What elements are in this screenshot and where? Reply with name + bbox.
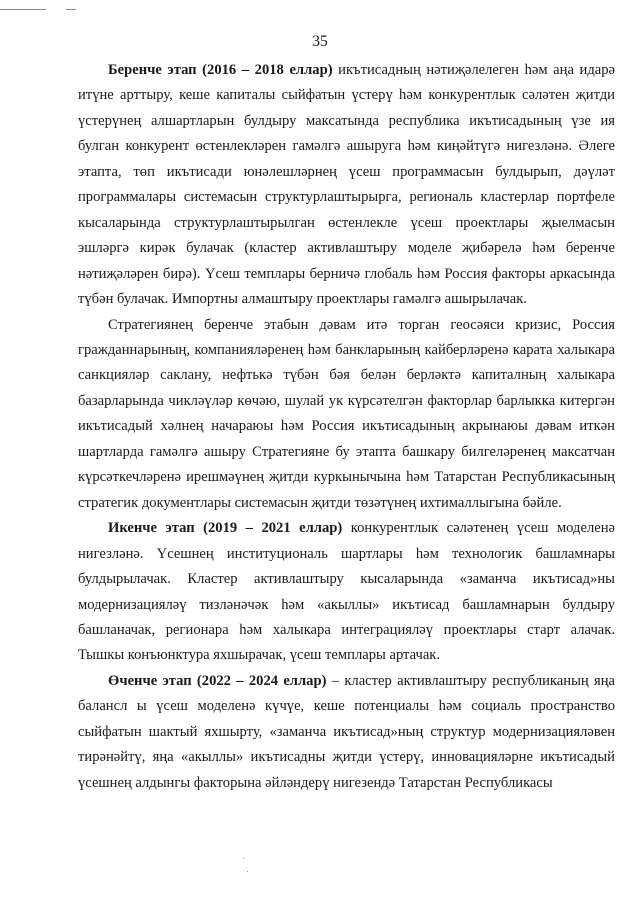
page-number: 35	[312, 33, 328, 50]
stage-two-text: конкурентлык сәләтенең үсеш моделенә нигезләнә. Үсешнең институциональ шартлары һәм технологик башламнары булдырылачак. Кластер активлаштыру кысаларында «заманча икътисад»ны модернизацияләү тизләнәчәк һәм «акыллы» икътисад башламнарын булдыру башланачак, регионара һәм халыкара интеграцияләү проектлары старт алачак. Тышкы конъюнктура яхшырачак, үсеш темплары артачак.	[78, 520, 615, 664]
paragraph-stage-three	[78, 669, 615, 796]
paragraph-stage-two	[78, 516, 615, 669]
stage-two-heading: Икенче этап (2019 – 2021 еллар)	[108, 520, 343, 537]
scan-speck	[243, 858, 244, 859]
scan-artifact-line	[0, 9, 46, 10]
stage-three-text: – кластер активлаштыру республиканың яңа балансл ы үсеш моделенә күчүе, кеше потенциалы һәм социаль пространство сыйфатын шактый яхшырту, «заманча икътисад»ның структур модернизацияләвен тирәнәйтү, яңа «акыллы» икътисадны җитди үстерү, инновацияләрне икътисадый үсешнең алдынгы факторына әйләндерү нигезендә Татарстан Республикасы	[78, 672, 615, 791]
stage-one-text: икътисадның нәтиҗәлелеген һәм аңа идарә итүне арттыру, кеше капиталы сыйфатын үстерү һәм конкурентлык сәләтен җитди үстерүнең алшартларын булдыру максатында республика икътисадының үзе ия булган конкурент өстенлекләрен гамәлгә ашыруга һәм киңәйтүгә нигезләнә. Әлеге этапта, төп икътисади юнәлешләрнең үсеш программасын булдырып, дәүләт программалары системасын структурлаштырырга, региональ кластерлар портфеле кысаларында структурлаштырылган өстенлекле үсеш проектлары җыелмасын эшләргә кирәк булачак (кластер активлаштыру моделе җибәрелә һәм беренче нәтиҗәләрен бирә). Үсеш темплары берничә глобаль һәм Россия факторы аркасында түбән булачак. Импортны алмаштыру проектлары гамәлгә ашырылачак.	[78, 62, 615, 308]
stage-three-heading: Өченче этап (2022 – 2024 еллар)	[108, 672, 327, 689]
scan-artifact-line	[66, 9, 76, 10]
paragraph-stage-one	[78, 58, 615, 313]
stage-one-heading: Беренче этап (2016 – 2018 еллар)	[108, 62, 333, 78]
paragraph-stage-one-risks	[78, 313, 615, 517]
scan-speck	[247, 871, 248, 872]
stage-one-risks-text: Стратегиянең беренче этабын дәвам итә торган геосәяси кризис, Россия гражданнарының, компанияләренең һәм банкларының кайберләренә карата халыкара санкцияләр саклану, нефтькә түбән бәя белән берләктә капиталның халыкара базарларында чикләүләр көчәю, шулай ук күрсәтелгән факторлар барлыкка китергән икътисадый хәлнең начараюы һәм Россия икътисадының акрынаюы дәвам иткән шартларда гамәлгә ашыру Стратегияне бу этапта башкару билгеләренең максатчан күрсәткечләренә ирешмәүнең җитди куркынычына һәм Татарстан Республикасының стратегик документлары системасын җитди төзәтүнең ихтималлыгына бәйле.	[78, 316, 615, 511]
document-body	[78, 58, 615, 796]
